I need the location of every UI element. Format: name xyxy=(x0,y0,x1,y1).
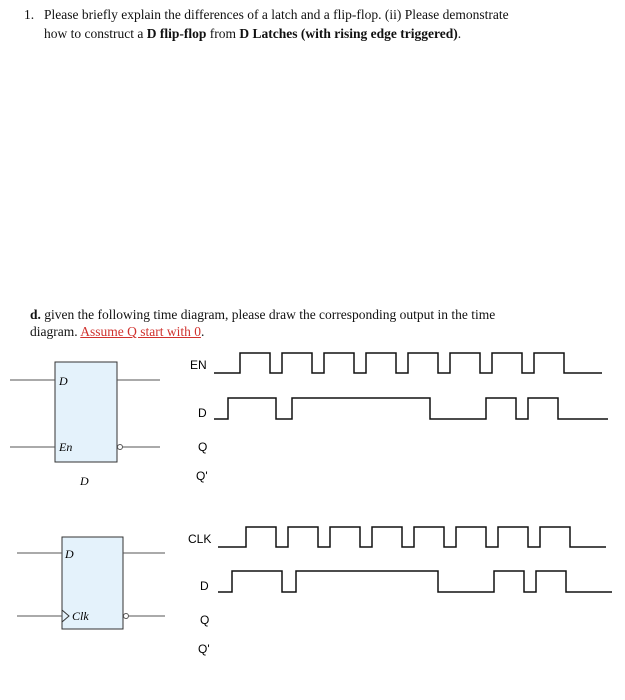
en-waveform xyxy=(214,353,602,373)
qn-signal-label-2: Q' xyxy=(198,642,210,656)
clk-waveform xyxy=(218,527,606,547)
flipflop-inversion-bubble xyxy=(124,614,129,619)
question-number: 1. xyxy=(24,7,35,22)
latch-d-label: D xyxy=(59,374,68,388)
timing-diagram-1 xyxy=(190,353,608,483)
d-waveform-2 xyxy=(218,571,612,592)
assumption-note: Assume Q start with 0 xyxy=(80,324,201,339)
question-1-line-2: how to construct a D flip-flop from D Latches (with rising edge triggered). xyxy=(44,26,462,41)
q-signal-label-1: Q xyxy=(198,440,208,454)
d-signal-label-1: D xyxy=(198,406,207,420)
question-d-line-2: diagram. Assume Q start with 0. xyxy=(30,324,205,339)
d-flip-flop xyxy=(17,537,165,629)
d-latch xyxy=(10,362,160,488)
latch-en-label: En xyxy=(59,440,73,454)
flipflop-d-label: D xyxy=(65,547,74,561)
timing-diagram-2 xyxy=(188,527,612,656)
flipflop-clk-label: Clk xyxy=(72,609,89,623)
clk-signal-label: CLK xyxy=(188,532,212,546)
latch-caption: D xyxy=(80,474,89,488)
q-signal-label-2: Q xyxy=(200,613,210,627)
question-d-line-1: d. given the following time diagram, please draw the corresponding output in the time xyxy=(30,307,496,322)
question-1-line-1: Please briefly explain the differences of a latch and a flip-flop. (ii) Please demonstrate xyxy=(44,7,509,22)
qn-signal-label-1: Q' xyxy=(196,469,208,483)
d-signal-label-2: D xyxy=(200,579,209,593)
d-waveform-1 xyxy=(214,398,608,419)
en-signal-label: EN xyxy=(190,358,207,372)
latch-inversion-bubble xyxy=(118,445,123,450)
